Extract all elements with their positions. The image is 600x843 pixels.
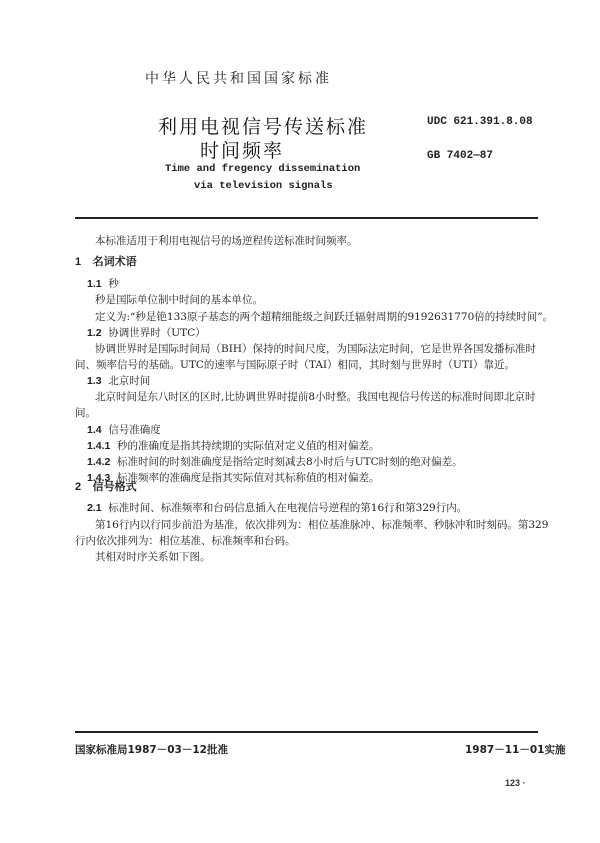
subsection-text: 标准时间、标准频率和台码信息插入在电视信号逆程的第16行和第329行内。 [108,502,468,514]
item-text: 标准时间的时刻准确度是指给定时刻减去8小时后与UTC时刻的绝对偏差。 [117,456,463,468]
section-number: 2 [75,481,82,493]
paragraph: 北京时间是东八时区的区时,比协调世界时提前8小时整。我国电视信号传送的标准时间即北京时 [95,391,536,403]
paragraph: 间、频率信号的基础。UTC的速率与国际原子时（TAI）相同，其时刻与世界时（UTI）靠近。 [75,359,516,371]
document-title-line1: 利用电视信号传送标准 [158,116,369,138]
paragraph: 秒是国际单位制中时间的基本单位。 [95,294,263,306]
paragraph: 第16行内以行同步前沿为基准，依次排列为：相位基准脉冲、标准频率、秒脉冲和时刻码。第329 [95,519,549,531]
paragraph: 定义为:“秒是铯133原子基态的两个超精细能级之间跃迁辐射周期的9192631770倍的持续时间”。 [95,311,554,323]
subsection-1-3-heading [87,373,150,388]
subsection-number: 2.1 [87,502,102,514]
subsection-1-2-heading [87,325,206,340]
intro-paragraph: 本标准适用于利用电视信号的场逆程传送标准时间频率。 [95,235,358,247]
approval-date: 国家标准局1987－03－12批准 [75,744,228,756]
subsection-title: 秒 [108,278,119,290]
national-standard-label: 中华人民共和国国家标准 [145,71,332,87]
item-number: 1.4.2 [87,456,111,468]
udc-code: UDC 621.391.8.08 [427,116,533,128]
footer-divider [75,731,538,733]
subsection-number: 1.1 [87,278,102,290]
gb-code: GB 7402—87 [427,150,494,162]
item-number: 1.4.3 [87,472,111,484]
item-number: 1.4.1 [87,440,111,452]
item-text: 秒的准确度是指其持续期的实际值对定义值的相对偏差。 [117,440,380,452]
section-title: 信号格式 [92,480,137,493]
section-title: 名词术语 [92,255,137,268]
section-2-heading [75,478,137,494]
implementation-date: 1987－11－01实施 [465,744,566,756]
section-number: 1 [75,256,82,268]
subsection-title: 协调世界时（UTC） [108,327,206,339]
subsection-number: 1.4 [87,424,102,436]
item-text: 标准频率的准确度是指其实际值对其标称值的相对偏差。 [117,472,380,484]
list-item [87,438,380,453]
english-title-line2: via television signals [194,180,333,192]
paragraph: 协调世界时是国际时间局（BIH）保持的时间尺度，为国际法定时间，它是世界各国发播标准时 [95,343,537,355]
subsection-2-1 [87,500,467,515]
document-title-line2: 时间频率 [200,140,285,162]
subsection-title: 北京时间 [108,375,151,387]
subsection-1-1-heading [87,276,119,291]
paragraph: 间。 [75,407,96,419]
paragraph: 行内依次排列为：相位基准、标准频率和台码。 [75,535,296,547]
page-number: 123 · [505,778,526,788]
header-divider [75,217,538,219]
subsection-number: 1.3 [87,375,102,387]
list-item [87,454,463,469]
paragraph: 其相对时序关系如下图。 [95,551,211,563]
english-title-line1: Time and fregency dissemination [165,163,361,175]
section-1-heading [75,253,137,269]
subsection-1-4-heading [87,422,161,437]
subsection-number: 1.2 [87,327,102,339]
subsection-title: 信号准确度 [108,424,161,436]
